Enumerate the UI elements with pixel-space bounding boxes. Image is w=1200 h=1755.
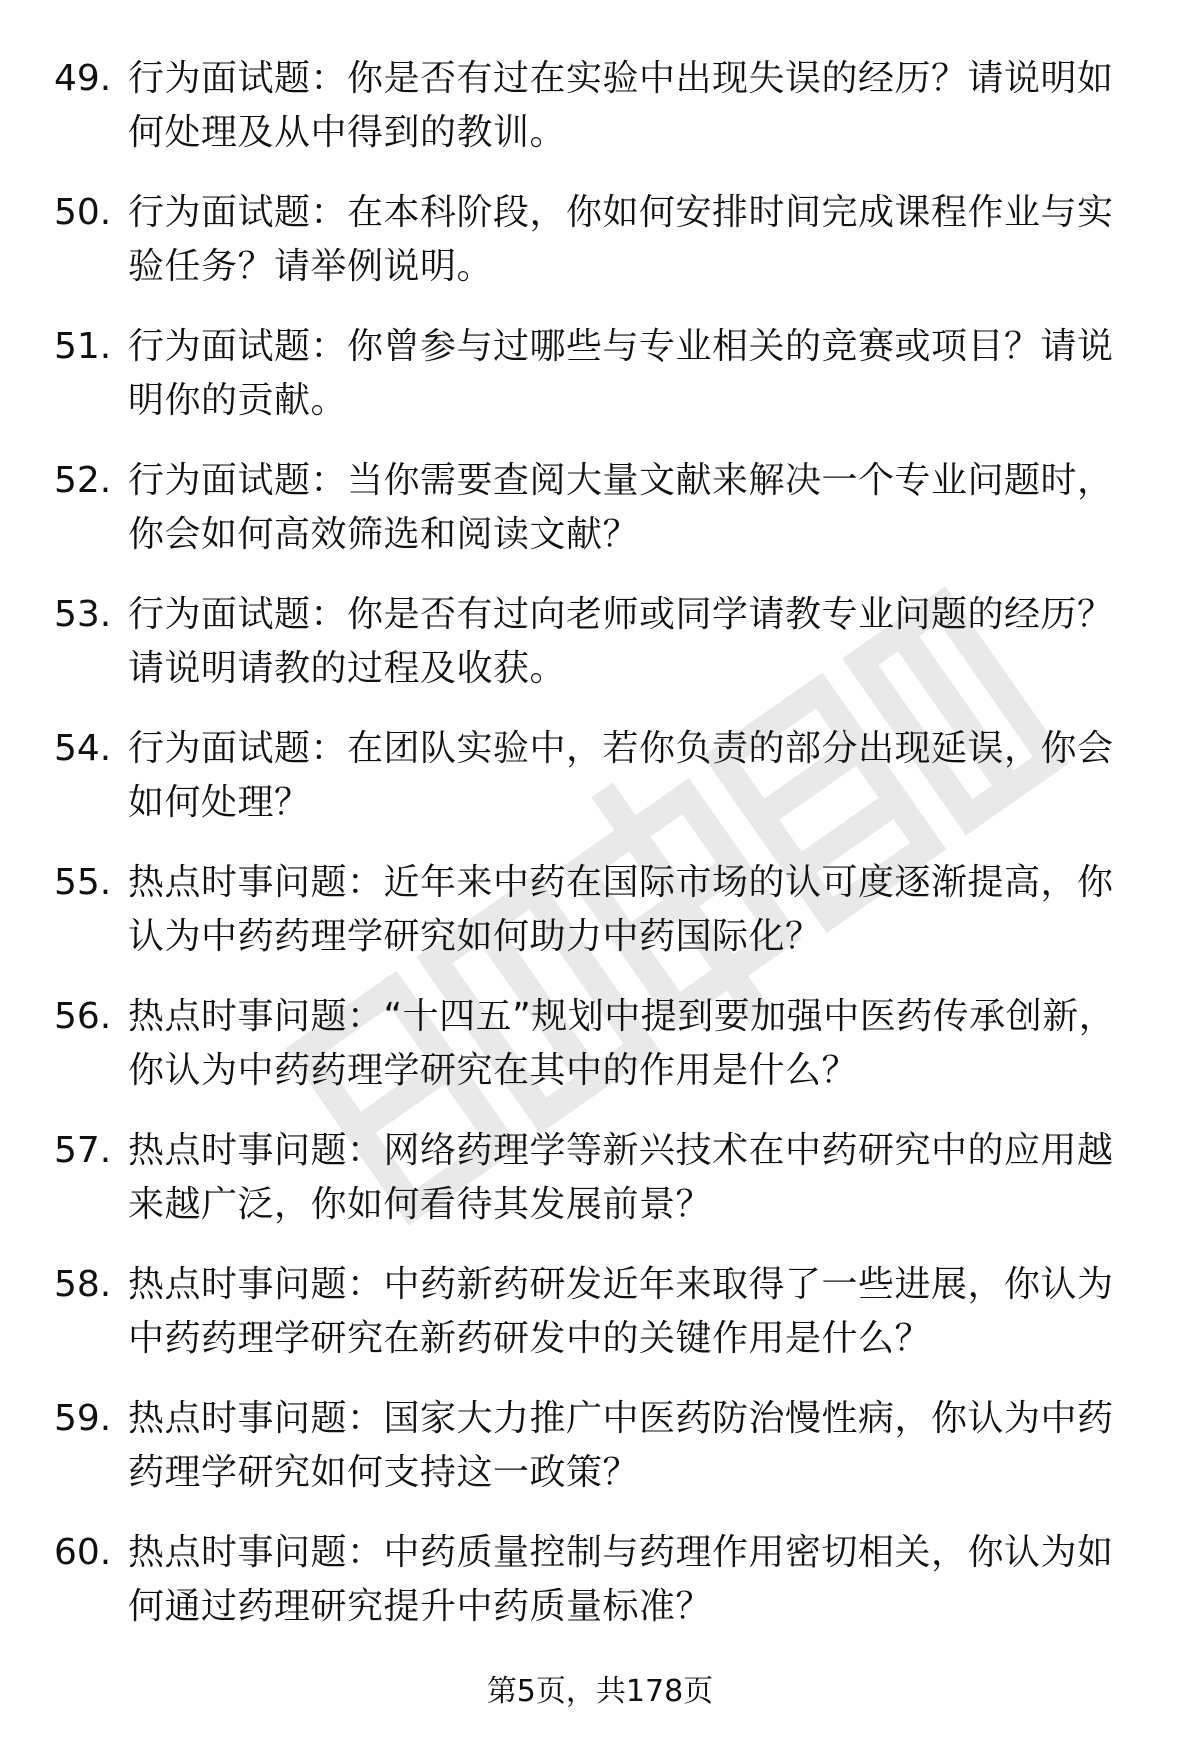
question-item-50 — [0, 186, 1200, 320]
question-number: 56. — [54, 996, 112, 1037]
question-number: 50. — [54, 192, 112, 233]
question-text: 行为面试题：你是否有过在实验中出现失误的经历？请说明如何处理及从中得到的教训。 — [128, 58, 1114, 153]
question-number: 53. — [54, 594, 112, 635]
question-item-57 — [0, 1124, 1200, 1258]
question-item-51 — [0, 320, 1200, 454]
question-number: 51. — [54, 326, 112, 367]
question-number: 58. — [54, 1264, 112, 1305]
question-text: 行为面试题：你曾参与过哪些与专业相关的竞赛或项目？请说明你的贡献。 — [128, 326, 1114, 421]
question-text: 热点时事问题：中药质量控制与药理作用密切相关，你认为如何通过药理研究提升中药质量标准？ — [128, 1532, 1114, 1627]
question-list — [0, 52, 1200, 1660]
question-text: 热点时事问题：网络药理学等新兴技术在中药研究中的应用越来越广泛，你如何看待其发展前景？ — [128, 1130, 1114, 1225]
question-item-59 — [0, 1392, 1200, 1526]
question-text: 行为面试题：在本科阶段，你如何安排时间完成课程作业与实验任务？请举例说明。 — [128, 192, 1114, 287]
question-number: 49. — [54, 58, 112, 99]
question-item-58 — [0, 1258, 1200, 1392]
question-number: 59. — [54, 1398, 112, 1439]
page-number-footer: 第5页，共178页 — [486, 1674, 714, 1709]
question-text: 行为面试题：你是否有过向老师或同学请教专业问题的经历？请说明请教的过程及收获。 — [128, 594, 1114, 689]
question-item-49 — [0, 52, 1200, 186]
question-text: 热点时事问题：近年来中药在国际市场的认可度逐渐提高，你认为中药药理学研究如何助力中药国际化？ — [128, 862, 1114, 957]
question-item-53 — [0, 588, 1200, 722]
question-item-52 — [0, 454, 1200, 588]
question-number: 52. — [54, 460, 112, 501]
question-text: 热点时事问题：中药新药研发近年来取得了一些进展，你认为中药药理学研究在新药研发中的关键作用是什么？ — [128, 1264, 1114, 1359]
question-text: 热点时事问题：国家大力推广中医药防治慢性病，你认为中药药理学研究如何支持这一政策？ — [128, 1398, 1114, 1493]
question-text: 行为面试题：当你需要查阅大量文献来解决一个专业问题时，你会如何高效筛选和阅读文献？ — [128, 460, 1114, 555]
question-number: 60. — [54, 1532, 112, 1573]
question-text: 热点时事问题：“十四五”规划中提到要加强中医药传承创新，你认为中药药理学研究在其中的作用是什么？ — [128, 996, 1116, 1091]
question-item-54 — [0, 722, 1200, 856]
question-number: 55. — [54, 862, 112, 903]
question-text: 行为面试题：在团队实验中，若你负责的部分出现延误，你会如何处理？ — [128, 728, 1114, 823]
question-item-60 — [0, 1526, 1200, 1660]
question-number: 57. — [54, 1130, 112, 1171]
question-item-55 — [0, 856, 1200, 990]
question-number: 54. — [54, 728, 112, 769]
question-item-56 — [0, 990, 1200, 1124]
